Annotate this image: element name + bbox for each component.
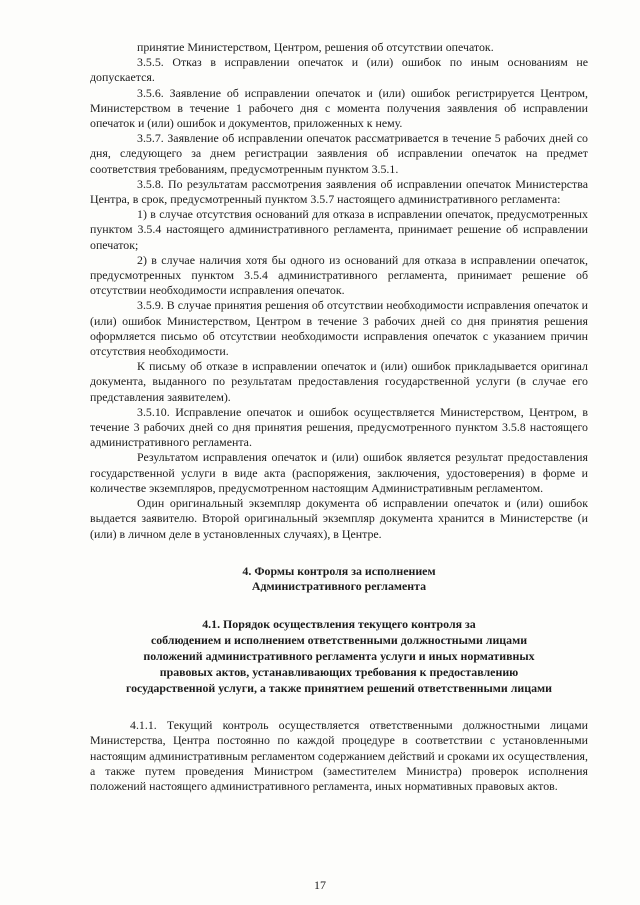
paragraph: 3.5.7. Заявление об исправлении опечаток рассматривается в течение 5 рабочих дней со дня, следующего за днем регистрации заявления об исправлении опечаток на предмет соответствия требованиям, предусмотренным пунктом 3.5.1. [90,131,588,176]
paragraph: К письму об отказе в исправлении опечаток и (или) ошибок прикладывается оригинал документа, выданного по результатам предоставления государственной услуги (в случае его представления заявителем). [90,359,588,404]
section-title-line: 4. Формы контроля за исполнением [242,563,436,578]
paragraph: принятие Министерством, Центром, решения об отсутствии опечаток. [137,40,494,54]
subsection-title-line: соблюдением и исполнением ответственными должностными лицами [150,633,528,648]
paragraph-4-1-1: 4.1.1. Текущий контроль осуществляется ответственными должностными лицами Министерства, Центра постоянно по каждой процедуре в соответствии с установленными настоящим административным регламентом содержанием действий и сроками их осуществления, а также путем проведения Министром (заместителем Министра) проверок исполнения положений настоящего административного регламента, иных нормативных правовых актов. [90,718,588,793]
subsection-title-line: государственной услуги, а также принятием решений ответственными лицами [126,681,552,696]
subsection-heading [90,616,588,696]
paragraph: Результатом исправления опечаток и (или) ошибок является результат предоставления государственной услуги в виде акта (распоряжения, заключения, удостоверения) в форме и количестве экземпляров, предусмотренном настоящим Административным регламентом. [90,450,588,495]
body-paragraphs [90,40,588,542]
page-number: 17 [314,878,326,892]
paragraph: Один оригинальный экземпляр документа об исправлении опечаток и (или) ошибок выдается заявителю. Второй оригинальный экземпляр документа хранится в Министерстве (и (или) в личном деле в установленных случаях), в Центре. [90,496,588,541]
paragraph: 3.5.9. В случае принятия решения об отсутствии необходимости исправления опечаток и (или) ошибок Министерством, Центром в течение 3 рабочих дней со дня принятия решения оформляется письмо об отсутствии необходимости исправления опечаток с указанием причин отсутствия необходимости. [90,298,588,359]
subsection-title-line: правовых актов, устанавливающих требования к предоставлению [159,665,519,680]
paragraph: 2) в случае наличия хотя бы одного из оснований для отказа в исправлении опечаток, предусмотренных пунктом 3.5.4 административного регламента, принимает решение об отсутствии необходимости исправления опечаток. [90,252,588,298]
section-heading [90,564,588,594]
paragraph: 3.5.10. Исправление опечаток и ошибок осуществляется Министерством, Центром, в течение 3 рабочих дней со дня принятия решения, предусмотренного пунктом 3.5.8 настоящего административного регламента. [90,404,588,450]
paragraph: 3.5.6. Заявление об исправлении опечаток и (или) ошибок регистрируется Центром, Министерством в течение 1 рабочего дня с момента получения заявления об исправлении опечаток и (или) ошибок и документов, приложенных к нему. [90,85,588,131]
paragraph: 3.5.5. Отказ в исправлении опечаток и (или) ошибок по иным основаниям не допускается. [90,55,588,85]
paragraph: 1) в случае отсутствия оснований для отказа в исправлении опечаток, предусмотренных пунктом 3.5.4 настоящего административного регламента, принимает решение об исправлении опечаток; [90,207,588,252]
subsection-title-line: 4.1. Порядок осуществления текущего контроля за [202,617,476,632]
section-title-line: Административного регламента [251,578,427,593]
document-page [90,40,588,794]
paragraph: 3.5.8. По результатам рассмотрения заявления об исправлении опечаток Министерства Центра, в срок, предусмотренный пунктом 3.5.7 настоящего административного регламента: [90,176,588,207]
subsection-title-line: положений административного регламента услуги и иных нормативных [143,649,535,664]
